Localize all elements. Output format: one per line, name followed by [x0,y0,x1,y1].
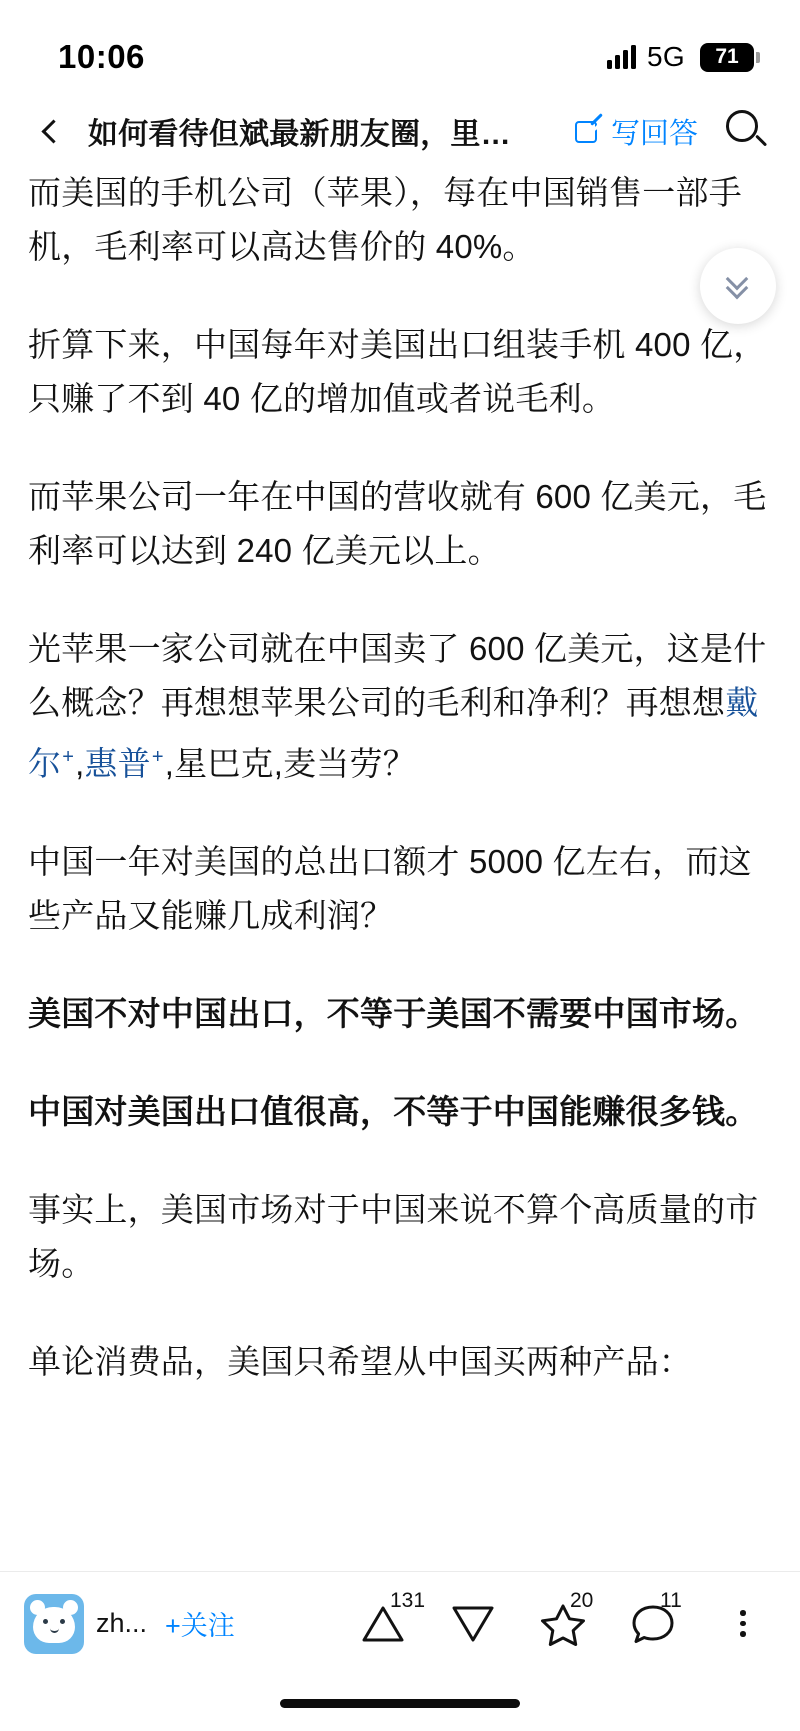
bottom-action-bar [0,1571,800,1675]
page-title[interactable]: 如何看待但斌最新朋友圈，里… [88,118,511,151]
write-answer-label: 写回答 [610,117,698,150]
search-button[interactable] [724,108,770,154]
comment-button[interactable] [628,1588,682,1649]
network-type-label: 5G [647,41,685,72]
home-indicator[interactable] [280,1699,520,1708]
downvote-icon [450,1603,496,1645]
signal-bars-icon [607,45,636,69]
paragraph-text: ,星巴克,麦当劳？ [164,745,416,782]
article-content[interactable] [0,170,800,1571]
article-paragraph-bold: 美国不对中国出口，不等于美国不需要中国市场。 [28,995,759,1032]
article-paragraph [28,622,772,791]
favorite-button[interactable] [538,1588,594,1649]
battery-icon [700,43,754,72]
paragraph-text: 光苹果一家公司就在中国卖了 600 亿美元，这是什么概念？再想想苹果公司的毛利和净利？再想想 [28,630,767,721]
status-time: 10:06 [58,38,145,75]
battery-level-label: 71 [715,45,739,68]
write-answer-button[interactable] [575,111,724,152]
search-icon [726,110,758,142]
downvote-button[interactable] [448,1599,498,1649]
double-chevron-down-icon [725,274,751,298]
chevron-left-icon [41,119,65,143]
favorite-count: 20 [570,1588,594,1612]
comment-count: 11 [660,1588,682,1612]
article-paragraph: 而苹果公司一年在中国的营收就有 600 亿美元，毛利率可以达到 240 亿美元以上。 [28,478,767,569]
more-button[interactable] [718,1599,768,1649]
navigation-bar [0,92,800,170]
avatar[interactable] [24,1594,84,1654]
entity-plus-icon: + [151,746,164,768]
home-indicator-area [0,1675,800,1731]
entity-link-hp[interactable]: 惠普 [84,745,151,782]
upvote-count: 131 [390,1588,426,1612]
follow-button[interactable]: +关注 [165,1611,235,1641]
expand-article-button[interactable] [700,248,776,324]
paragraph-text: , [75,745,85,782]
back-button[interactable] [26,106,76,156]
article-paragraph: 单论消费品，美国只希望从中国买两种产品： [28,1343,692,1380]
entity-link-dell[interactable]: 戴尔 [28,684,759,782]
upvote-button[interactable] [358,1588,426,1649]
compose-icon [575,117,604,146]
more-icon [728,1610,758,1637]
status-indicators [607,41,754,73]
article-paragraph: 中国一年对美国的总出口额才 5000 亿左右，而这些产品又能赚几成利润？ [28,843,752,934]
article-paragraph: 事实上，美国市场对于中国来说不算个高质量的市场。 [28,1191,759,1282]
author-block[interactable] [24,1594,147,1654]
entity-plus-icon: + [62,746,75,768]
article-paragraph: 而美国的手机公司（苹果），每在中国销售一部手机，毛利率可以高达售价的 40%。 [28,174,742,265]
article-paragraph-bold: 中国对美国出口值很高，不等于中国能赚很多钱。 [28,1093,759,1130]
action-buttons [235,1588,774,1649]
article-paragraph: 折算下来，中国每年对美国出口组装手机 400 亿，只赚了不到 40 亿的增加值或者说毛利。 [28,326,767,417]
status-bar [0,0,800,92]
author-name[interactable]: zh... [96,1608,148,1638]
